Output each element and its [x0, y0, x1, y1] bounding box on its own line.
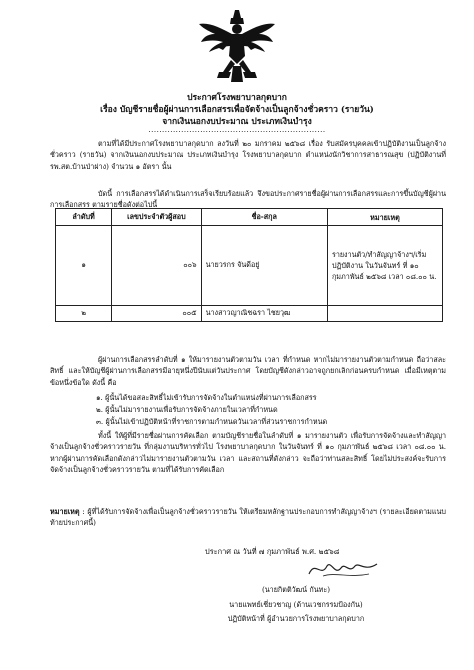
- row-remark: รายงานตัว/ทำสัญญาจ้างฯ/เริ่มปฏิบัติงาน ในวันจันทร์ ที่ ๑๐ กุมภาพันธ์ ๒๕๖๘ เวลา ๐๘.๐๐ น.: [327, 226, 442, 306]
- header-exam-id: เลขประจำตัวผู้สอบ: [112, 209, 201, 226]
- note-paragraph: [50, 506, 446, 529]
- table-row: [56, 306, 443, 322]
- row-exam-id: ๐๐๕: [112, 306, 201, 322]
- selected-candidates-table: [55, 208, 443, 322]
- header-order: ลำดับที่: [56, 209, 112, 226]
- table-row: [56, 226, 443, 306]
- header-name: ชื่อ-สกุล: [201, 209, 327, 226]
- validity-paragraph: ผู้ผ่านการเลือกสรรลำดับที่ ๑ ให้มารายงานตัวตามวัน เวลา ที่กำหนด หากไม่มารายงานตัวตามกำหนด ถือว่าสละสิทธิ์ และให้บัญชีผู้ผ่านการเลือกสรรมีอายุหนึ่งปีนับแต่วันประกาศ โดยบัญชีดังกล่าวอาจถูกยกเลิกก่อนครบกำหนด เมื่อมีเหตุตามข้อหนึ่งข้อใด ดังนี้ คือ: [50, 355, 446, 387]
- cancel-criterion-2: ๒. ผู้นั้นไม่มารายงานเพื่อรับการจัดจ้างภายในเวลาที่กำหนด: [96, 405, 278, 414]
- header-remark: หมายเหตุ: [327, 209, 442, 226]
- intro-paragraph: ตามที่ได้มีประกาศโรงพยาบาลกุดบาก ลงวันที่ ๒๐ มกราคม ๒๕๖๘ เรื่อง รับสมัครบุคคลเข้าปฏิบัติงานเป็นลูกจ้างชั่วคราว (รายวัน) จากเงินนอกงบประมาณ ประเภทเงินบำรุง โรงพยาบาลกุดบาก ตำแหน่งนักวิชาการสาธารณสุข (ปฏิบัติงานที่ รพ.สต.บ้านป่าผ่าง) จำนวน ๑ อัตรา นั้น: [50, 139, 446, 171]
- row-name: นางสาวญาณิชฉรา ไชยวุฒ: [201, 306, 327, 322]
- cancel-criterion-1: ๑. ผู้นั้นได้ขอสละสิทธิ์ไม่เข้ารับการจัดจ้างในตำแหน่งที่ผ่านการเลือกสรร: [96, 393, 317, 402]
- result-paragraph: บัดนี้ การเลือกสรรได้ดำเนินการเสร็จเรียบร้อยแล้ว จึงขอประกาศรายชื่อผู้ผ่านการเลือกสรรและการขึ้นบัญชีผู้ผ่านการเลือกสรร ตามรายชื่อดังต่อไปนี้: [50, 189, 446, 210]
- signer-position: นายแพทย์เชี่ยวชาญ (ด้านเวชกรรมป้องกัน): [229, 600, 363, 609]
- announcement-date: ประกาศ ณ วันที่ ๗ กุมภาพันธ์ พ.ศ. ๒๕๖๘: [205, 547, 340, 556]
- row-name: นายวรกร จันดีอยู่: [201, 226, 327, 306]
- signature-icon: [305, 556, 381, 582]
- signer-role: ปฏิบัติหน้าที่ ผู้อำนวยการโรงพยาบาลกุดบาก: [227, 614, 365, 623]
- cancel-criterion-3: ๓. ผู้นั้นไม่เข้าปฏิบัติหน้าที่ราชการตามกำหนดวันเวลาที่ส่วนราชการกำหนด: [96, 417, 328, 426]
- heading-separator: .................................................................: [148, 126, 326, 134]
- report-paragraph: ทั้งนี้ ให้ผู้ที่มีรายชื่อผ่านการคัดเลือก ตามบัญชีรายชื่อในลำดับที่ ๑ มารายงานตัว เพื่อรับการจัดจ้างและทำสัญญาจ้างเป็นลูกจ้างชั่วคราวรายวัน ที่กลุ่มงานบริหารทั่วไป โรงพยาบาลกุดบาก ในวันจันทร์ ที่ ๑๐ กุมภาพันธ์ ๒๕๖๘ เวลา ๐๘.๐๐ น. หากผู้ผ่านการคัดเลือกดังกล่าวไม่มารายงานตัวตามวัน เวลา และสถานที่ดังกล่าว จะถือว่าท่านสละสิทธิ์ โดยไม่ประสงค์จะรับการจัดจ้างเป็นลูกจ้างชั่วคราวรายวัน ตามที่ได้รับการคัดเลือก: [50, 431, 446, 475]
- row-order: ๒: [56, 306, 112, 322]
- table-header-row: [56, 209, 443, 226]
- announcement-heading: ประกาศโรงพยาบาลกุดบาก: [187, 93, 287, 103]
- announcement-funding: จากเงินนอกงบประมาณ ประเภทเงินบำรุง: [162, 117, 312, 127]
- note-text: : ผู้ที่ได้รับการจัดจ้างเพื่อเป็นลูกจ้างชั่วคราวรายวัน ให้เตรียมหลักฐานประกอบการทำสัญญาจ้างฯ (รายละเอียดตามแนบท้ายประกาศนี้): [50, 507, 446, 528]
- signer-name: (นายกิตติวัฒน์ กันทะ): [261, 585, 331, 594]
- row-order: ๑: [56, 226, 112, 306]
- row-exam-id: ๐๐๖: [112, 226, 201, 306]
- announcement-subject: เรื่อง บัญชีรายชื่อผู้ผ่านการเลือกสรรเพื่อจัดจ้างเป็นลูกจ้างชั่วคราว (รายวัน): [100, 105, 374, 115]
- garuda-emblem-icon: [197, 8, 277, 86]
- row-remark: [327, 306, 442, 322]
- note-label: หมายเหตุ: [50, 507, 80, 516]
